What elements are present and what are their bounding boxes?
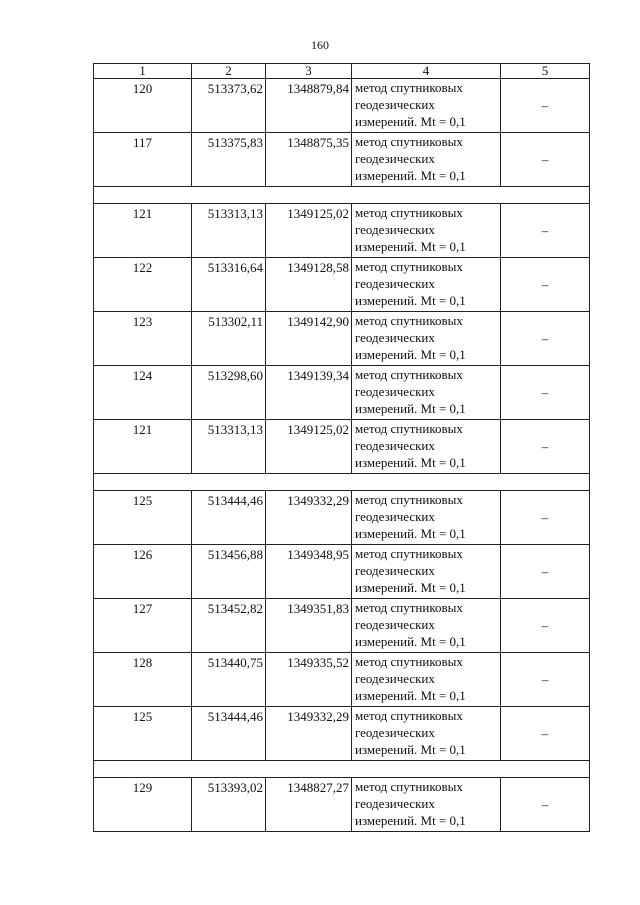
note-cell: –	[501, 133, 590, 187]
method-cell: метод спутниковых геодезических измерений. Mt = 0,1	[352, 545, 501, 599]
y-coordinate-cell: 1348875,35	[266, 133, 352, 187]
separator-cell	[94, 474, 590, 491]
method-cell: метод спутниковых геодезических измерений. Mt = 0,1	[352, 653, 501, 707]
table-separator-row	[94, 761, 590, 778]
x-coordinate-cell: 513313,13	[192, 204, 266, 258]
point-number-cell: 127	[94, 599, 192, 653]
note-cell: –	[501, 653, 590, 707]
y-coordinate-cell: 1349348,95	[266, 545, 352, 599]
table-row	[94, 599, 590, 653]
point-number-cell: 124	[94, 366, 192, 420]
point-number-cell: 126	[94, 545, 192, 599]
method-cell: метод спутниковых геодезических измерений. Mt = 0,1	[352, 312, 501, 366]
header-col-5: 5	[501, 64, 590, 79]
x-coordinate-cell: 513302,11	[192, 312, 266, 366]
y-coordinate-cell: 1348827,27	[266, 778, 352, 832]
table-row	[94, 778, 590, 832]
x-coordinate-cell: 513444,46	[192, 707, 266, 761]
x-coordinate-cell: 513373,62	[192, 79, 266, 133]
page-number: 160	[311, 38, 329, 52]
table-row	[94, 491, 590, 545]
point-number-cell: 122	[94, 258, 192, 312]
point-number-cell: 121	[94, 204, 192, 258]
y-coordinate-cell: 1349332,29	[266, 491, 352, 545]
x-coordinate-cell: 513393,02	[192, 778, 266, 832]
method-cell: метод спутниковых геодезических измерений. Mt = 0,1	[352, 707, 501, 761]
method-cell: метод спутниковых геодезических измерений. Mt = 0,1	[352, 79, 501, 133]
method-cell: метод спутниковых геодезических измерений. Mt = 0,1	[352, 778, 501, 832]
header-col-3: 3	[266, 64, 352, 79]
note-cell: –	[501, 545, 590, 599]
y-coordinate-cell: 1349128,58	[266, 258, 352, 312]
x-coordinate-cell: 513298,60	[192, 366, 266, 420]
y-coordinate-cell: 1349332,29	[266, 707, 352, 761]
table-header-row	[94, 64, 590, 79]
note-cell: –	[501, 204, 590, 258]
x-coordinate-cell: 513316,64	[192, 258, 266, 312]
table-row	[94, 653, 590, 707]
table-row	[94, 204, 590, 258]
point-number-cell: 121	[94, 420, 192, 474]
y-coordinate-cell: 1348879,84	[266, 79, 352, 133]
table-row	[94, 420, 590, 474]
table-row	[94, 312, 590, 366]
separator-cell	[94, 761, 590, 778]
note-cell: –	[501, 312, 590, 366]
header-col-1: 1	[94, 64, 192, 79]
note-cell: –	[501, 258, 590, 312]
y-coordinate-cell: 1349125,02	[266, 204, 352, 258]
point-number-cell: 128	[94, 653, 192, 707]
x-coordinate-cell: 513456,88	[192, 545, 266, 599]
note-cell: –	[501, 420, 590, 474]
note-cell: –	[501, 778, 590, 832]
x-coordinate-cell: 513444,46	[192, 491, 266, 545]
note-cell: –	[501, 599, 590, 653]
method-cell: метод спутниковых геодезических измерений. Mt = 0,1	[352, 599, 501, 653]
note-cell: –	[501, 366, 590, 420]
x-coordinate-cell: 513313,13	[192, 420, 266, 474]
method-cell: метод спутниковых геодезических измерений. Mt = 0,1	[352, 366, 501, 420]
table-row	[94, 545, 590, 599]
note-cell: –	[501, 491, 590, 545]
y-coordinate-cell: 1349142,90	[266, 312, 352, 366]
x-coordinate-cell: 513440,75	[192, 653, 266, 707]
table-row	[94, 79, 590, 133]
separator-cell	[94, 187, 590, 204]
method-cell: метод спутниковых геодезических измерений. Mt = 0,1	[352, 420, 501, 474]
table-row	[94, 366, 590, 420]
table-body	[94, 79, 590, 832]
note-cell: –	[501, 707, 590, 761]
point-number-cell: 125	[94, 491, 192, 545]
table-separator-row	[94, 187, 590, 204]
header-col-2: 2	[192, 64, 266, 79]
point-number-cell: 125	[94, 707, 192, 761]
point-number-cell: 120	[94, 79, 192, 133]
point-number-cell: 123	[94, 312, 192, 366]
method-cell: метод спутниковых геодезических измерений. Mt = 0,1	[352, 133, 501, 187]
x-coordinate-cell: 513375,83	[192, 133, 266, 187]
y-coordinate-cell: 1349139,34	[266, 366, 352, 420]
method-cell: метод спутниковых геодезических измерений. Mt = 0,1	[352, 258, 501, 312]
point-number-cell: 129	[94, 778, 192, 832]
method-cell: метод спутниковых геодезических измерений. Mt = 0,1	[352, 491, 501, 545]
table-separator-row	[94, 474, 590, 491]
y-coordinate-cell: 1349335,52	[266, 653, 352, 707]
table-row	[94, 133, 590, 187]
coordinates-table	[93, 63, 590, 832]
y-coordinate-cell: 1349351,83	[266, 599, 352, 653]
header-col-4: 4	[352, 64, 501, 79]
x-coordinate-cell: 513452,82	[192, 599, 266, 653]
table-row	[94, 707, 590, 761]
y-coordinate-cell: 1349125,02	[266, 420, 352, 474]
note-cell: –	[501, 79, 590, 133]
point-number-cell: 117	[94, 133, 192, 187]
method-cell: метод спутниковых геодезических измерений. Mt = 0,1	[352, 204, 501, 258]
table-row	[94, 258, 590, 312]
